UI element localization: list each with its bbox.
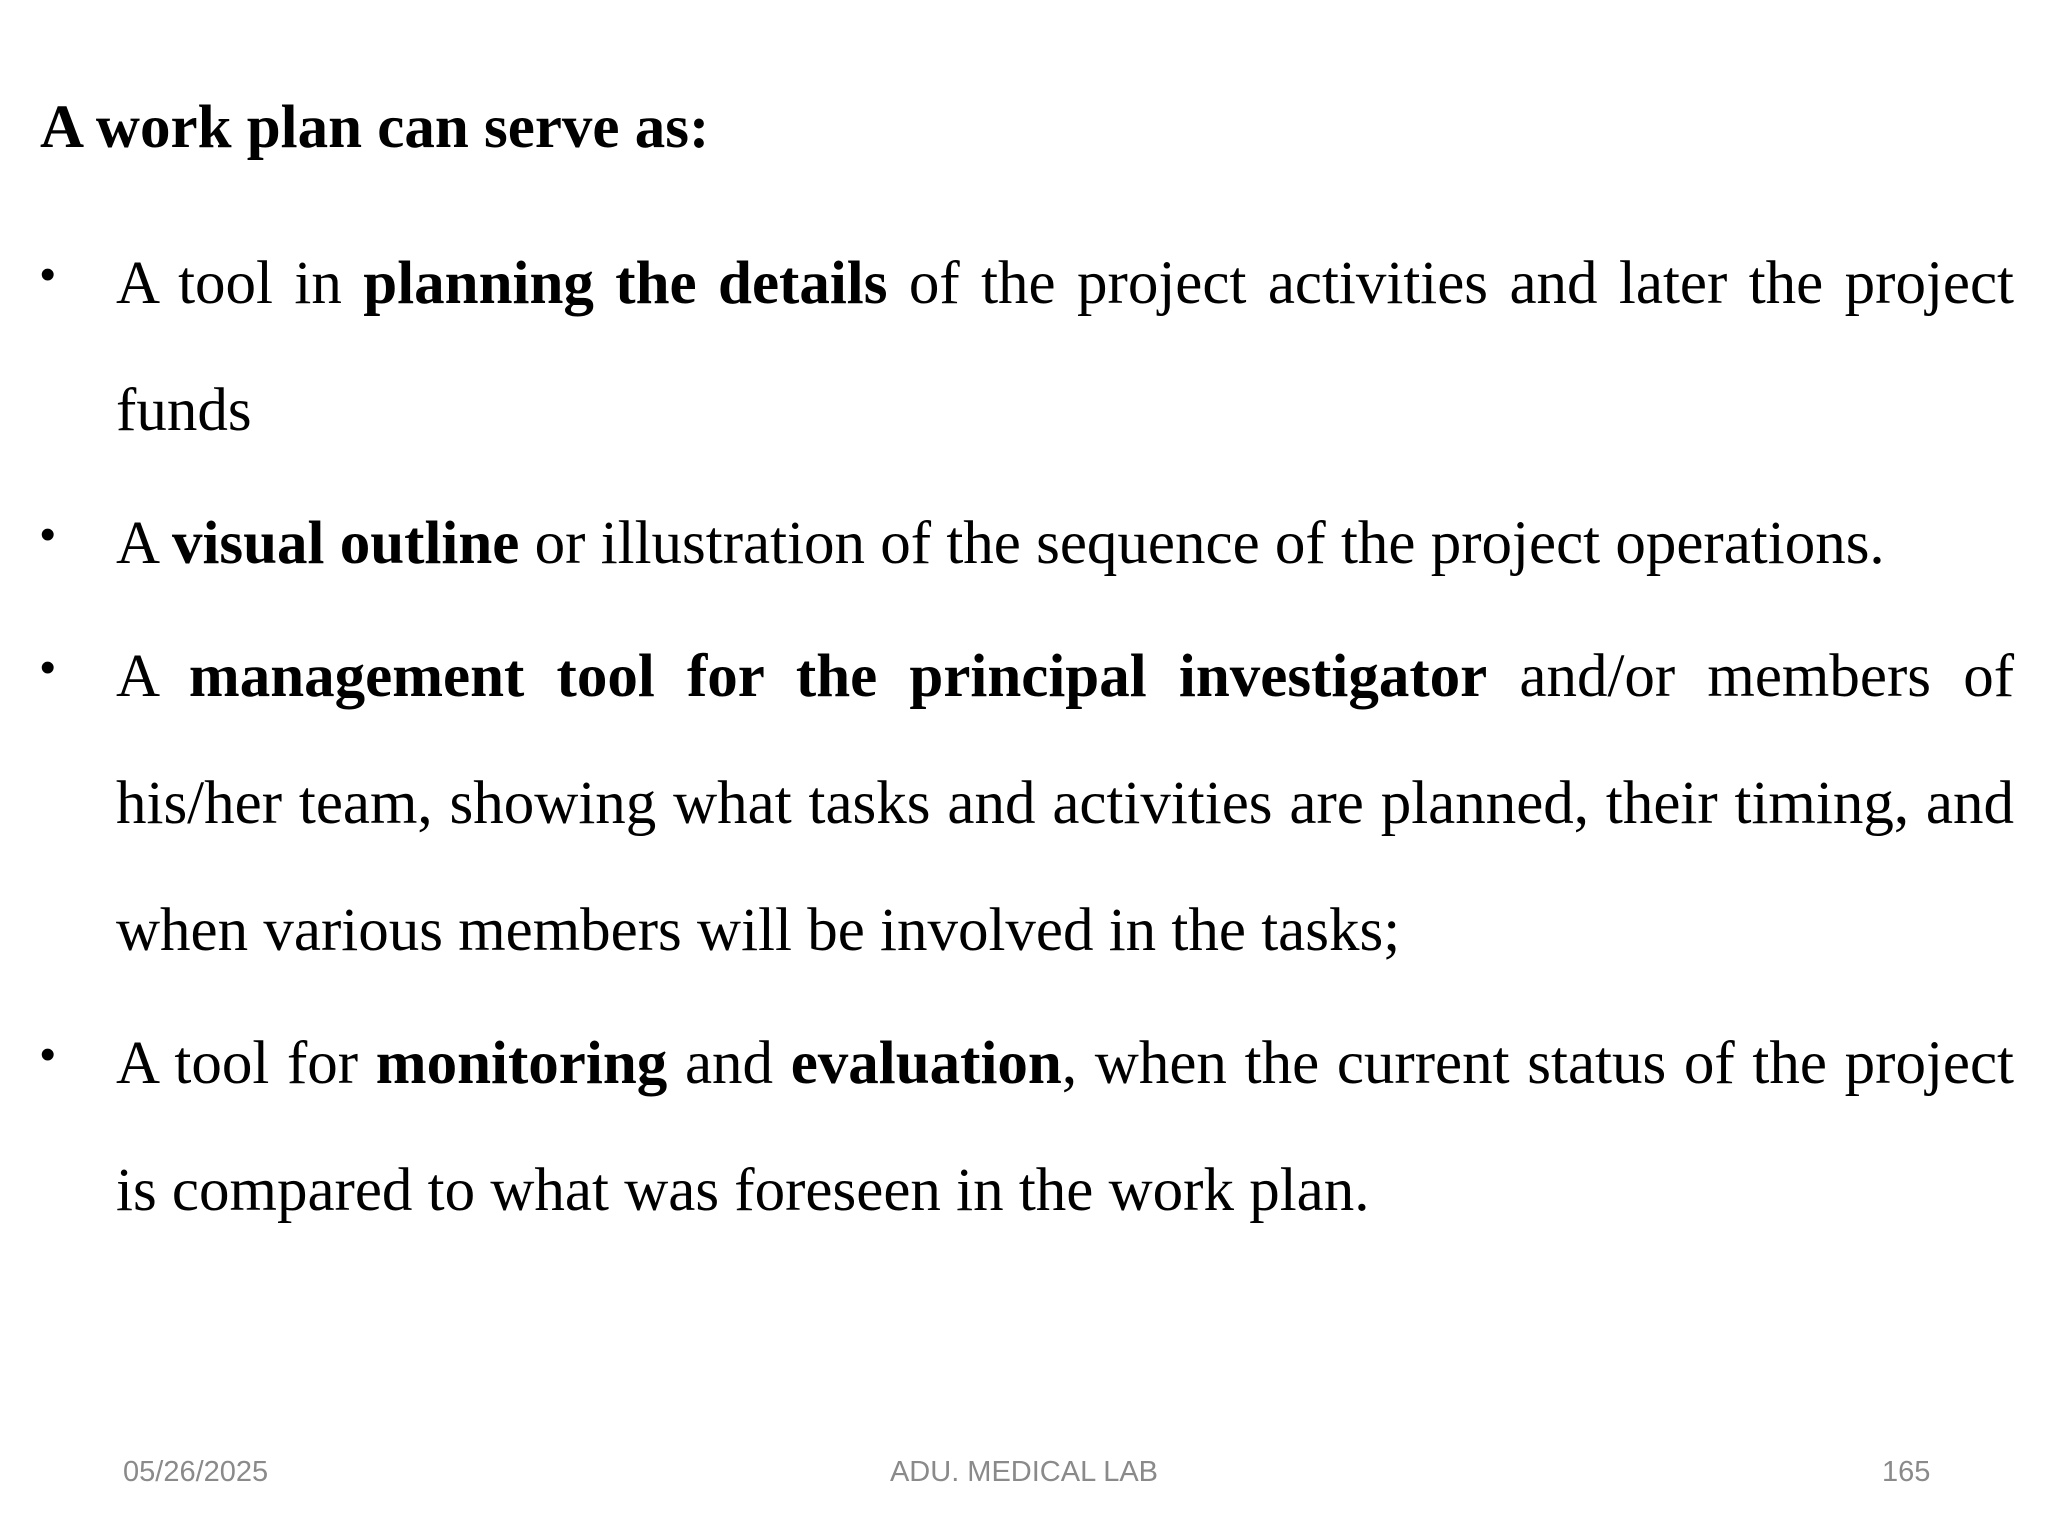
bullet-text: , when the current status of the project is compared to what was foreseen in the work plan. xyxy=(116,1030,2014,1224)
bullet-item xyxy=(40,480,2014,607)
bullet-item xyxy=(40,613,2014,994)
bullet-list xyxy=(40,220,2014,1260)
bullet-dot-icon: • xyxy=(40,643,56,692)
bullet-text: A tool in xyxy=(116,250,364,317)
bullet-text: and xyxy=(667,1030,791,1097)
bullet-emphasis: evaluation xyxy=(790,1030,1062,1097)
page-number: 165 xyxy=(1882,1456,1931,1488)
bullet-dot-icon: • xyxy=(40,510,56,559)
bullet-emphasis: visual outline xyxy=(171,510,520,577)
bullet-emphasis: management tool for the principal investigator xyxy=(188,643,1488,710)
bullet-text: A xyxy=(116,643,189,710)
bullet-text: of the project activities and later the project funds xyxy=(116,250,2014,444)
bullet-text: A xyxy=(116,510,172,577)
bullet-text: A tool for xyxy=(116,1030,376,1097)
bullet-text: or illustration of the sequence of the project operations. xyxy=(519,510,1885,577)
footer-title: ADU. MEDICAL LAB xyxy=(889,1456,1159,1488)
bullet-dot-icon: • xyxy=(40,250,56,299)
bullet-emphasis: planning the details xyxy=(363,250,888,317)
bullet-text: and/or members of his/her team, showing what tasks and activities are planned, their timing, and when various members will be involved in the tasks; xyxy=(116,643,2015,964)
slide-heading: A work plan can serve as: xyxy=(40,94,710,161)
bullet-item xyxy=(40,1000,2014,1254)
bullet-emphasis: monitoring xyxy=(375,1030,668,1097)
bullet-dot-icon: • xyxy=(40,1030,56,1079)
footer-date: 05/26/2025 xyxy=(123,1456,269,1488)
bullet-item xyxy=(40,220,2014,474)
